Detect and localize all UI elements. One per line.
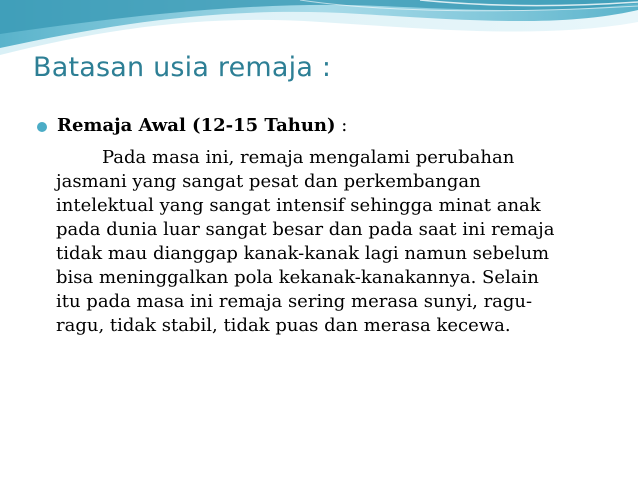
- bullet-heading-line: [37, 115, 347, 136]
- body-paragraph: [56, 146, 616, 338]
- header-wave-decoration: [0, 0, 638, 60]
- paragraph-line: tidak mau dianggap kanak-kanak lagi namun sebelum: [56, 243, 550, 264]
- paragraph-line: pada dunia luar sangat besar dan pada saat ini remaja: [56, 219, 555, 240]
- paragraph-line: intelektual yang sangat intensif sehingga minat anak: [56, 195, 541, 216]
- paragraph-line: ragu, tidak stabil, tidak puas dan merasa kecewa.: [56, 315, 511, 336]
- paragraph-line: bisa meninggalkan pola kekanak-kanakannya. Selain: [56, 267, 539, 288]
- bullet-heading-suffix: :: [335, 115, 348, 136]
- bullet-heading: Remaja Awal (12-15 Tahun): [57, 115, 336, 136]
- bullet-dot-icon: [37, 122, 47, 132]
- paragraph-line: jasmani yang sangat pesat dan perkembangan: [56, 171, 481, 192]
- paragraph-line: itu pada masa ini remaja sering merasa sunyi, ragu-: [56, 291, 533, 312]
- slide-title: Batasan usia remaja :: [33, 52, 332, 83]
- paragraph-line: Pada masa ini, remaja mengalami perubahan: [102, 147, 515, 168]
